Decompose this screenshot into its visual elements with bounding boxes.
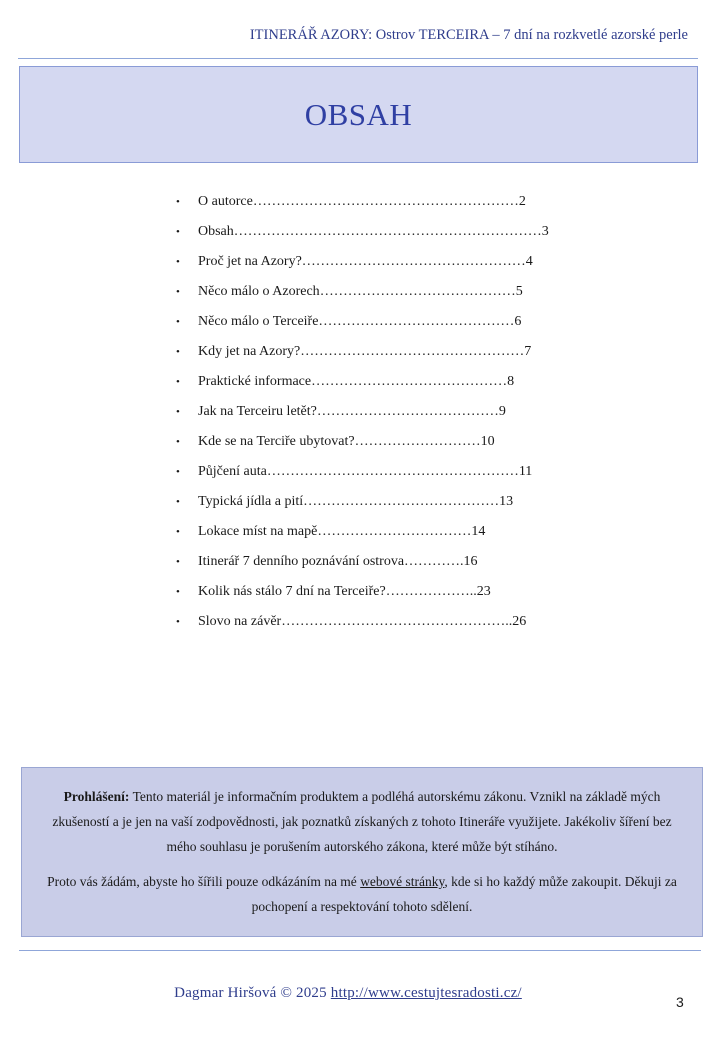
toc-entry-leader: ………………………………………….. — [281, 614, 513, 629]
toc-entry-leader: …………………………… — [317, 524, 472, 539]
toc-entry-page: 6 — [514, 314, 522, 329]
toc-entry-leader: …………. — [404, 554, 464, 569]
request-text-before: Proto vás žádám, abyste ho šířili pouze odkázáním na mé — [47, 874, 361, 889]
bullet-icon: • — [176, 436, 180, 448]
disclaimer-text: Tento materiál je informačním produktem a podléhá autorskému zákonu. Vznikl na základě mých zkušeností a je jen na vaší zodpovědnosti, jak poznatků získaných z tohoto Itineráře využijete. Jakékoliv šíření bez mého souhlasu je porušením autorského zákona, které může být stíháno. — [52, 789, 672, 854]
toc-entry[interactable] — [173, 427, 549, 457]
toc-entry-page: 13 — [499, 494, 514, 509]
footer-url-link[interactable]: http://www.cestujtesradosti.cz/ — [330, 985, 522, 1001]
disclaimer-paragraph — [36, 784, 688, 859]
toc-entry[interactable] — [173, 187, 549, 217]
toc-entry[interactable] — [173, 577, 549, 607]
toc-entry-leader: …………………………………… — [318, 314, 515, 329]
table-of-contents — [173, 187, 549, 637]
toc-entry-label: Kde se na Terciře ubytovat? — [198, 434, 355, 449]
bullet-icon: • — [176, 556, 180, 568]
toc-entry-leader: ………………………………………… — [300, 344, 525, 359]
toc-entry-page: 5 — [515, 284, 523, 299]
bullet-icon: • — [176, 226, 180, 238]
toc-entry-page: 10 — [480, 434, 495, 449]
toc-entry[interactable] — [173, 487, 549, 517]
toc-entry[interactable] — [173, 607, 549, 637]
toc-entry-page: 14 — [471, 524, 486, 539]
toc-entry-page: 11 — [518, 464, 533, 479]
bullet-icon: • — [176, 346, 180, 358]
toc-entry[interactable] — [173, 367, 549, 397]
toc-entry[interactable] — [173, 277, 549, 307]
toc-entry-label: Něco málo o Terceiře — [198, 314, 319, 329]
toc-entry-leader: …………………………………… — [319, 284, 516, 299]
bullet-icon: • — [176, 406, 180, 418]
toc-entry-leader: ………………………………………………… — [252, 194, 519, 209]
toc-entry-label: Obsah — [198, 224, 234, 239]
page-title: OBSAH — [304, 96, 413, 132]
toc-entry-page: 23 — [476, 584, 491, 599]
toc-entry-label: Praktické informace — [198, 374, 312, 389]
request-text-after: , kde si ho každý může zakoupit. Děkuji za pochopení a respektování tohoto sdělení. — [251, 874, 677, 914]
bullet-icon: • — [176, 466, 180, 478]
toc-entry-page: 9 — [498, 404, 506, 419]
toc-entry-label: Něco málo o Azorech — [198, 284, 320, 299]
running-header: ITINERÁŘ AZORY: Ostrov TERCEIRA – 7 dní na rozkvetlé azorské perle — [249, 27, 688, 43]
bullet-icon: • — [176, 376, 180, 388]
disclaimer-box — [21, 767, 703, 937]
header-divider — [18, 58, 698, 59]
toc-entry[interactable] — [173, 217, 549, 247]
toc-entry[interactable] — [173, 307, 549, 337]
toc-entry-label: Lokace míst na mapě — [198, 524, 318, 539]
disclaimer-heading: Prohlášení: — [63, 789, 130, 804]
toc-entry-label: O autorce — [198, 194, 253, 209]
bullet-icon: • — [176, 616, 180, 628]
toc-entry-page: 3 — [541, 224, 549, 239]
toc-entry-label: Jak na Terceiru letět? — [198, 404, 317, 419]
bullet-icon: • — [176, 586, 180, 598]
bullet-icon: • — [176, 256, 180, 268]
website-link[interactable]: webové stránky — [360, 874, 445, 889]
toc-entry-label: Slovo na závěr — [198, 614, 282, 629]
bullet-icon: • — [176, 526, 180, 538]
toc-entry[interactable] — [173, 337, 549, 367]
toc-entry-label: Itinerář 7 denního poznávání ostrova — [198, 554, 405, 569]
toc-entry[interactable] — [173, 247, 549, 277]
toc-entry-leader: ………………………………… — [316, 404, 499, 419]
bullet-icon: • — [176, 196, 180, 208]
toc-entry-page: 4 — [525, 254, 533, 269]
toc-entry[interactable] — [173, 457, 549, 487]
toc-entry-label: Kdy jet na Azory? — [198, 344, 301, 359]
toc-entry-page: 26 — [512, 614, 527, 629]
toc-entry-page: 8 — [507, 374, 515, 389]
toc-entry-leader: ……………………… — [354, 434, 481, 449]
disclaimer-paragraph-request — [36, 869, 688, 919]
bullet-icon: • — [176, 496, 180, 508]
toc-entry-leader: ……………………………………………… — [266, 464, 519, 479]
toc-entry-leader: ………………………………………………………… — [233, 224, 542, 239]
footer-author: Dagmar Hiršová © 2025 — [174, 985, 331, 1001]
toc-entry-leader: ………………………………………… — [301, 254, 526, 269]
toc-entry-page: 7 — [524, 344, 532, 359]
toc-entry-page: 16 — [463, 554, 478, 569]
footer — [0, 985, 696, 1002]
bullet-icon: • — [176, 316, 180, 328]
title-banner — [19, 66, 698, 163]
bullet-icon: • — [176, 286, 180, 298]
toc-entry-label: Půjčení auta — [198, 464, 267, 479]
page-number: 3 — [676, 994, 684, 1010]
footer-divider — [19, 950, 701, 951]
toc-entry-leader: …………………………………… — [311, 374, 508, 389]
toc-entry-page: 2 — [518, 194, 526, 209]
toc-entry-label: Kolik nás stálo 7 dní na Terceiře? — [198, 584, 386, 599]
toc-entry[interactable] — [173, 517, 549, 547]
toc-entry-leader: …………………………………… — [303, 494, 500, 509]
toc-entry[interactable] — [173, 547, 549, 577]
toc-entry[interactable] — [173, 397, 549, 427]
toc-entry-label: Typická jídla a pití — [198, 494, 304, 509]
toc-entry-label: Proč jet na Azory? — [198, 254, 302, 269]
toc-entry-leader: ……………….. — [385, 584, 477, 599]
